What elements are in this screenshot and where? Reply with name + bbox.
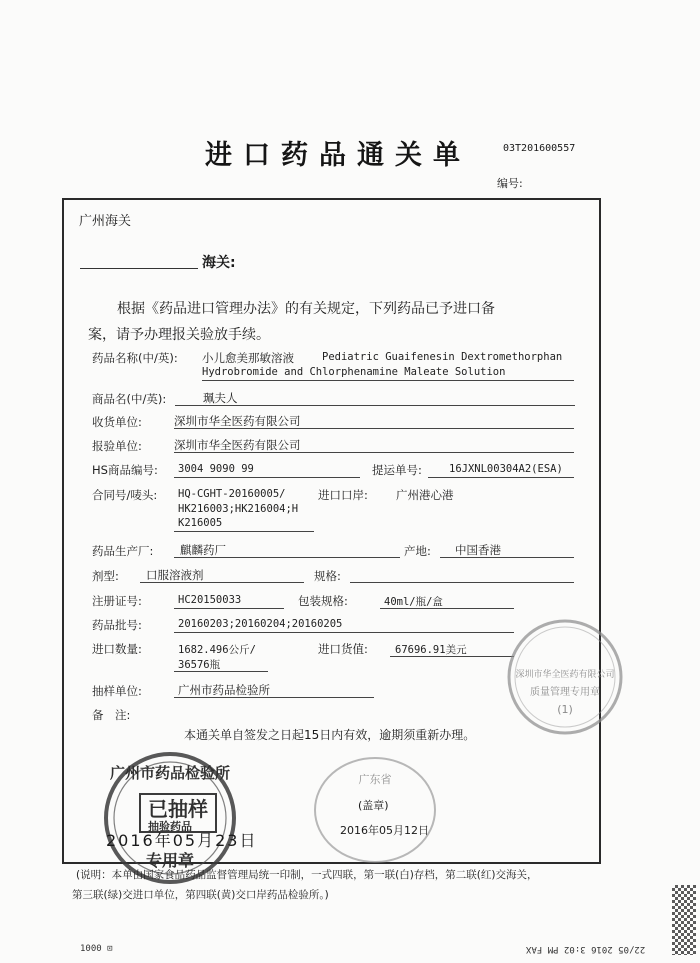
quantity-line-2: 36576瓶 [178,659,221,671]
inspection-seal-subtext: 专用章 [145,851,195,870]
document-title: 进口药品通关单 [205,140,471,171]
bill-label: 提运单号: [372,463,422,477]
trade-name-underline [175,405,575,406]
package-spec: 40ml/瓶/盒 [384,596,443,608]
consignee: 深圳市华全医药有限公司 [174,414,301,428]
middle-seal-text: 广东省 [358,773,392,786]
contract-line-1: HQ-CGHT-20160005/ [178,488,286,500]
manufacturer-underline [174,557,400,558]
issue-date: 2016年05月23日 [106,831,258,850]
quantity-underline [174,671,268,672]
batch-label: 药品批号: [92,618,142,632]
scan-edge-pattern [672,885,696,955]
trade-name: 珮夫人 [203,391,238,405]
value-label: 进口货值: [318,642,368,656]
dosage-underline [140,582,304,583]
drug-name-underline [202,380,574,381]
package-underline [380,608,514,609]
port: 广州港心港 [396,488,454,502]
spec-label: 规格: [314,569,341,583]
drug-name-en-2: Hydrobromide and Chlorphenamine Maleate Solution [202,366,506,378]
fax-page-counter: 1000 ⊡ [80,944,113,954]
contract-line-3: K216005 [178,517,223,529]
hs-code-underline [174,477,360,478]
consignee-underline [174,428,574,429]
origin: 中国香港 [455,543,501,557]
batch-underline [174,632,514,633]
declarant-label: 报验单位: [92,439,142,453]
drug-name-cn: 小儿愈美那敏溶液 [202,351,294,365]
manufacturer: 麒麟药厂 [180,543,226,557]
hs-code: 3004 9090 99 [178,463,254,475]
origin-underline [440,557,574,558]
footnote-line-1: (说明：本单由国家食品药品监督管理局统一印制，一式四联，第一联(白)存档，第二联(红)交海关， [76,869,538,881]
consignee-label: 收货单位: [92,415,142,429]
sampling-unit: 广州市药品检验所 [178,683,270,697]
drug-name-label: 药品名称(中/英): [92,351,178,365]
intro-line-2: 案，请予办理报关验放手续。 [88,327,270,343]
hs-code-label: HS商品编号: [92,463,158,477]
company-seal-number: (1) [557,703,573,716]
value-underline [390,656,514,657]
manufacturer-label: 药品生产厂: [92,544,154,558]
contract-line-2: HK216003;HK216004;H [178,503,299,515]
sampling-label: 抽样单位: [92,684,142,698]
registration-underline [174,608,284,609]
import-value: 67696.91美元 [395,644,467,656]
registration-label: 注册证号: [92,594,142,608]
quantity-line-1: 1682.496公斤/ [178,644,256,656]
document-number: 03T201600557 [503,143,576,154]
contract-label: 合同号/唛头: [92,488,158,502]
batch-numbers: 20160203;20160204;20160205 [178,618,343,630]
port-label: 进口口岸: [318,488,368,502]
bill-underline [428,477,574,478]
company-seal-subtext: 质量管理专用章 [530,687,600,698]
drug-name-en-1: Pediatric Guaifenesin Dextromethorphan [322,351,563,363]
spec-underline [350,582,574,583]
declarant-underline [174,452,574,453]
sampled-stamp-text: 已抽样 [148,797,208,821]
registration-number: HC20150033 [178,594,242,606]
inspection-seal-text: 广州市药品检验所 [109,764,231,782]
sampled-stamp-subtext: 抽验药品 [148,820,192,833]
bill-number: 16JXNL00304A2(ESA) [449,463,563,475]
footnote-line-2: 第三联(绿)交进口单位，第四联(黄)交口岸药品检验所。) [72,889,329,901]
package-label: 包装规格: [298,594,348,608]
company-seal [503,615,627,739]
dosage-label: 剂型: [92,569,119,583]
company-seal-text: 深圳市华全医药有限公司 [515,670,615,680]
trade-name-label: 商品名(中/英): [92,392,167,406]
origin-label: 产地: [404,544,431,558]
customs-blank-line [80,268,198,269]
seal-date: 2016年05月12日 [340,824,429,837]
dosage: 口服溶液剂 [146,568,204,582]
remarks-label: 备 注: [92,708,131,722]
customs-suffix: 海关: [202,255,236,271]
intro-line-1: 根据《药品进口管理办法》的有关规定，下列药品已予进口备 [117,301,495,317]
seal-label: (盖章) [358,799,389,812]
sampling-underline [174,697,374,698]
declarant: 深圳市华全医药有限公司 [174,438,301,452]
number-label: 编号: [497,177,523,190]
quantity-label: 进口数量: [92,642,142,656]
validity-note: 本通关单自签发之日起15日内有效，逾期须重新办理。 [184,728,476,742]
customs-office: 广州海关 [79,214,132,229]
fax-timestamp: 22/05 2016 3:02 PM FAX [526,944,646,954]
contract-underline [174,531,314,532]
